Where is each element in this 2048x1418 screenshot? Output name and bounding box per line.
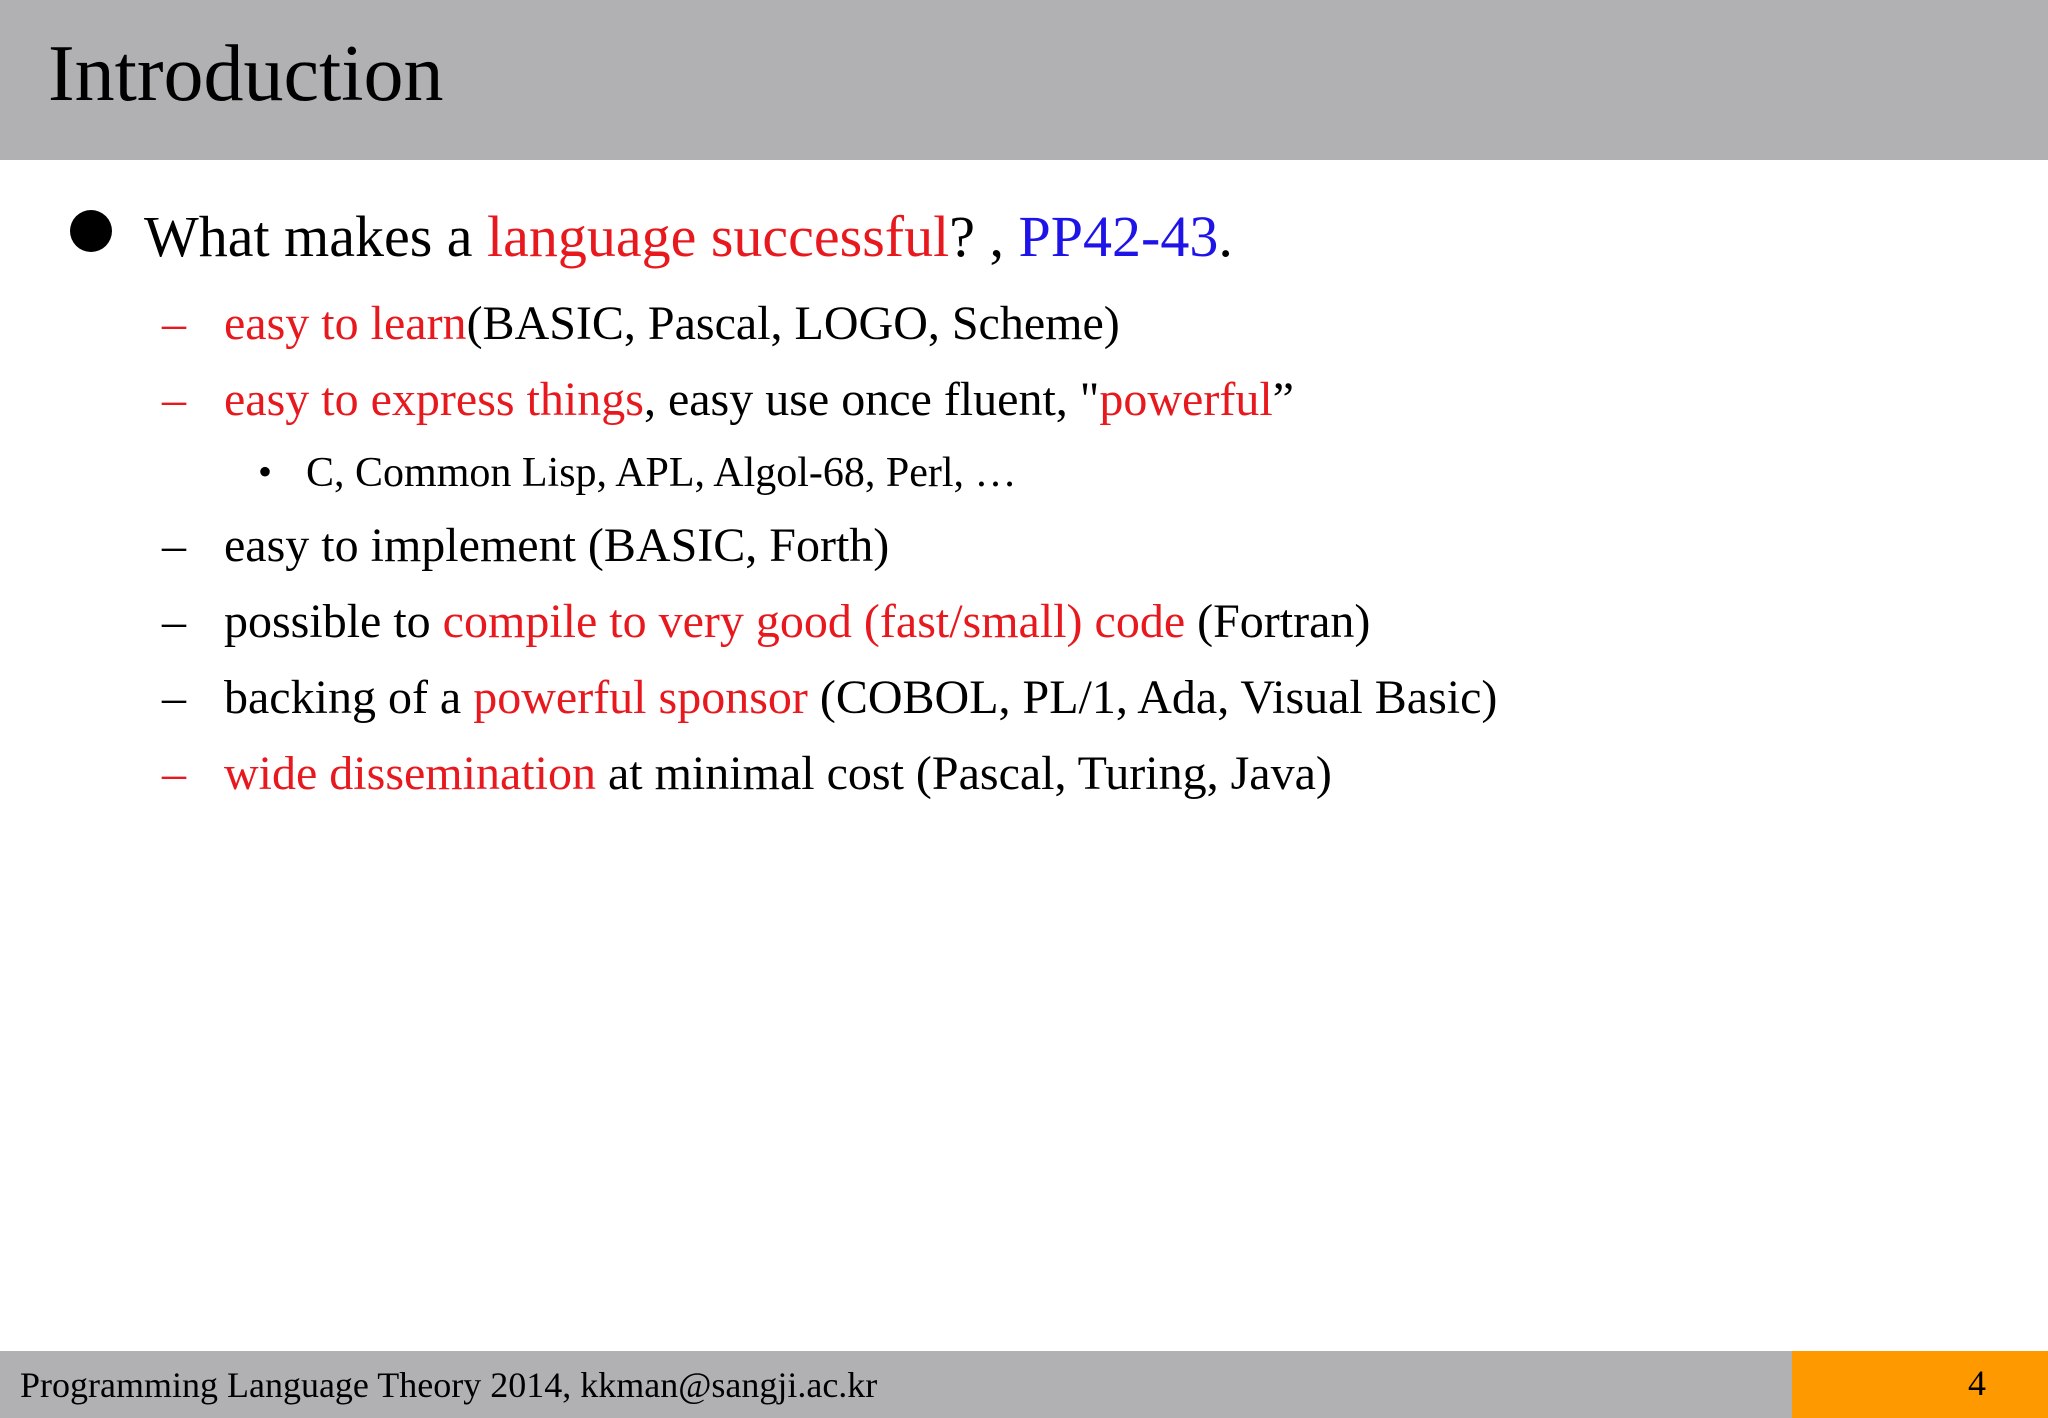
sub-bullet-text: backing of a — [224, 671, 474, 724]
page-number: 4 — [1968, 1363, 1986, 1403]
sub-bullet-text: ” — [1272, 373, 1294, 426]
sub-bullet-sponsor — [224, 671, 1498, 724]
sub-bullet-text: (COBOL, PL/1, Ada, Visual Basic) — [807, 671, 1498, 724]
sub-bullet-highlight: easy to express things — [224, 373, 644, 426]
sub-bullet-easy-to-implement — [224, 519, 890, 572]
dash-marker: – — [162, 671, 186, 724]
main-bullet-period: . — [1218, 204, 1233, 269]
sub-sub-bullet-languages: C, Common Lisp, APL, Algol-68, Perl, … — [306, 450, 1017, 496]
sub-bullet-text: possible to — [224, 595, 443, 648]
sub-bullet-dissemination — [224, 747, 1332, 800]
dash-marker: – — [162, 519, 186, 572]
dash-marker: – — [162, 747, 186, 800]
dash-marker: – — [162, 373, 186, 426]
footer-course-info: Programming Language Theory 2014, kkman@sangji.ac.kr — [20, 1365, 878, 1405]
sub-bullet-text: (BASIC, Pascal, LOGO, Scheme) — [466, 297, 1120, 350]
dash-marker: – — [162, 595, 186, 648]
footer-bar — [0, 1351, 1792, 1418]
slide-title: Introduction — [48, 30, 444, 118]
main-bullet-part3: ? , — [949, 204, 1019, 269]
title-bar — [0, 0, 2048, 160]
sub-bullet-easy-to-express — [224, 373, 1294, 426]
main-bullet-part1: What makes a — [144, 204, 488, 269]
sub-bullet-highlight: powerful — [1099, 373, 1273, 426]
footer-page-box — [1792, 1351, 2048, 1418]
main-bullet-highlight: language successful — [487, 204, 950, 269]
main-bullet-page-ref: PP42-43 — [1018, 204, 1219, 269]
sub-bullet-highlight: wide dissemination — [224, 747, 596, 800]
sub-bullet-highlight: compile to very good (fast/small) code — [442, 595, 1186, 648]
sub-sub-bullet-dot: • — [258, 449, 273, 494]
sub-bullet-highlight: easy to learn — [224, 297, 467, 350]
sub-bullet-text: easy to implement (BASIC, Forth) — [224, 519, 890, 572]
sub-bullet-text: , easy use once fluent, " — [643, 373, 1100, 426]
sub-bullet-compile — [224, 595, 1371, 648]
sub-bullet-easy-to-learn — [224, 297, 1120, 350]
main-bullet-text — [144, 204, 1233, 269]
sub-bullet-text: (Fortran) — [1185, 595, 1371, 648]
sub-bullet-highlight: powerful sponsor — [473, 671, 808, 724]
bullet-dot — [70, 210, 112, 252]
dash-marker: – — [162, 297, 186, 350]
sub-bullet-text: at minimal cost (Pascal, Turing, Java) — [595, 747, 1332, 800]
